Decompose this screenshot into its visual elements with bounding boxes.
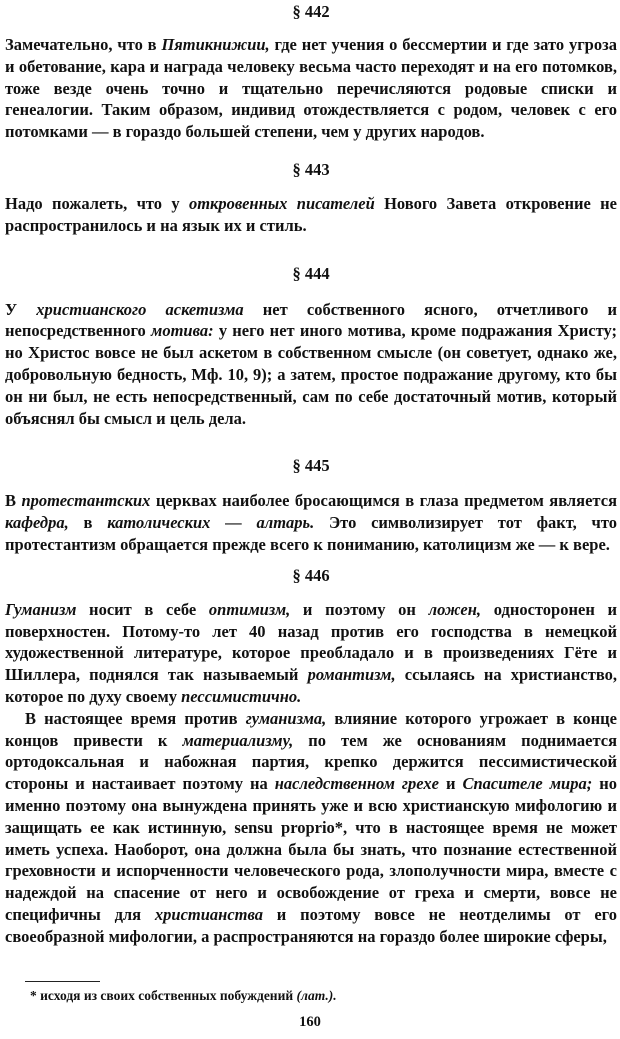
- italic-run: мотива:: [151, 321, 214, 341]
- italic-run: материализму,: [182, 730, 294, 750]
- italic-run: католических — алтарь.: [107, 513, 315, 533]
- paragraph-442: Замечательно, что в Пятикнижии, где нет учения о бессмертии и где зато угроза и обетование, кара и награда человеку весьма часто переходят и на его потомков, тоже везде очень точно и тщательно перечисляются родовые списки и генеалогии. Таким образом, индивид отождествляется с родом, человек с его потомками — в гораздо большей степени, чем у других народов.: [5, 35, 617, 142]
- italic-run: Спасителе мира;: [462, 774, 593, 794]
- footnote-divider: [25, 981, 100, 982]
- italic-run: пессимистично.: [181, 686, 302, 706]
- italic-run: Пятикнижии,: [161, 35, 270, 54]
- section-heading-444: § 444: [292, 263, 330, 283]
- italic-run: романтизм,: [307, 665, 396, 685]
- italic-run: (лат.).: [296, 988, 337, 1003]
- italic-run: протестантских: [21, 491, 151, 511]
- italic-run: христианства: [154, 904, 263, 924]
- page-number: 160: [299, 1014, 321, 1030]
- italic-run: Гуманизм: [5, 599, 77, 619]
- italic-run: наследственном грехе: [274, 774, 439, 794]
- page-body: [5, 0, 617, 948]
- paragraph-444: У христианского аскетизма нет собственного ясного, отчетливого и непосредственного мотива: у него нет иного мотива, кроме подражания Христу; но Христос вовсе не был аскетом в собственном смысле (он советует, однако же, добровольную бедность, Мф. 10, 9); а затем, простое подражание другому, кто бы он ни был, не есть непосредственный, сам по себе достаточный мотив, который объяснял бы смысл и цель дела.: [5, 299, 618, 428]
- italic-run: гуманизма,: [245, 708, 327, 728]
- paragraph-446-a: Гуманизм носит в себе оптимизм, и поэтому он ложен, односторонен и поверхностен. Потому-то лет 40 назад против его господства в немецкой художественной литературе, которое преобладало и в произведениях Гёте и Шиллера, поднялся так называемый романтизм, ссылаясь на христианство, которое по духу своему пессимистично.: [5, 599, 618, 706]
- paragraph-445: В протестантских церквах наиболее бросающимся в глаза предметом является кафедра, в католических — алтарь. Это символизирует тот факт, что протестантизм обращается прежде всего к пониманию, католицизм же — к вере.: [5, 491, 617, 554]
- section-heading-443: § 443: [292, 159, 330, 179]
- italic-run: откровенных писателей: [188, 193, 375, 213]
- paragraph-443: Надо пожалеть, что у откровенных писателей Нового Завета откровение не распространилось и на язык их и стиль.: [5, 193, 617, 235]
- section-heading-446: § 446: [292, 565, 330, 585]
- paragraph-446-b: В настоящее время против гуманизма, влияние которого угрожает в конце концов привести к материализму, по тем же основаниям поднимается ортодоксальная и набожная партия, крепко держится пессимистической стороны и настаивает поэтому на наследственном грехе и Спасителе мира; но именно поэтому она вынуждена принять уже и всю христианскую мифологию и защищать ее как истинную, sensu proprio*, что в настоящее время не может иметь успеха. Наоборот, она должна была бы знать, что познание естественной греховности и испорченности человеческого рода, злополучности мира, вместе с надеждой на спасение от него и освобождение от греха и смерти, вовсе не специфичны для христианства и поэтому вовсе не неотделимы от его своеобразной мифологии, а распространяются на гораздо более широкие сферы,: [5, 708, 618, 946]
- italic-run: христианского аскетизма: [36, 299, 244, 319]
- italic-run: ложен,: [428, 599, 482, 619]
- italic-run: кафедра,: [5, 513, 69, 533]
- section-heading-445: § 445: [292, 456, 330, 476]
- section-heading-442: § 442: [292, 2, 330, 21]
- footnote: * исходя из своих собственных побуждений (лат.).: [30, 988, 337, 1003]
- italic-run: оптимизм,: [208, 599, 291, 619]
